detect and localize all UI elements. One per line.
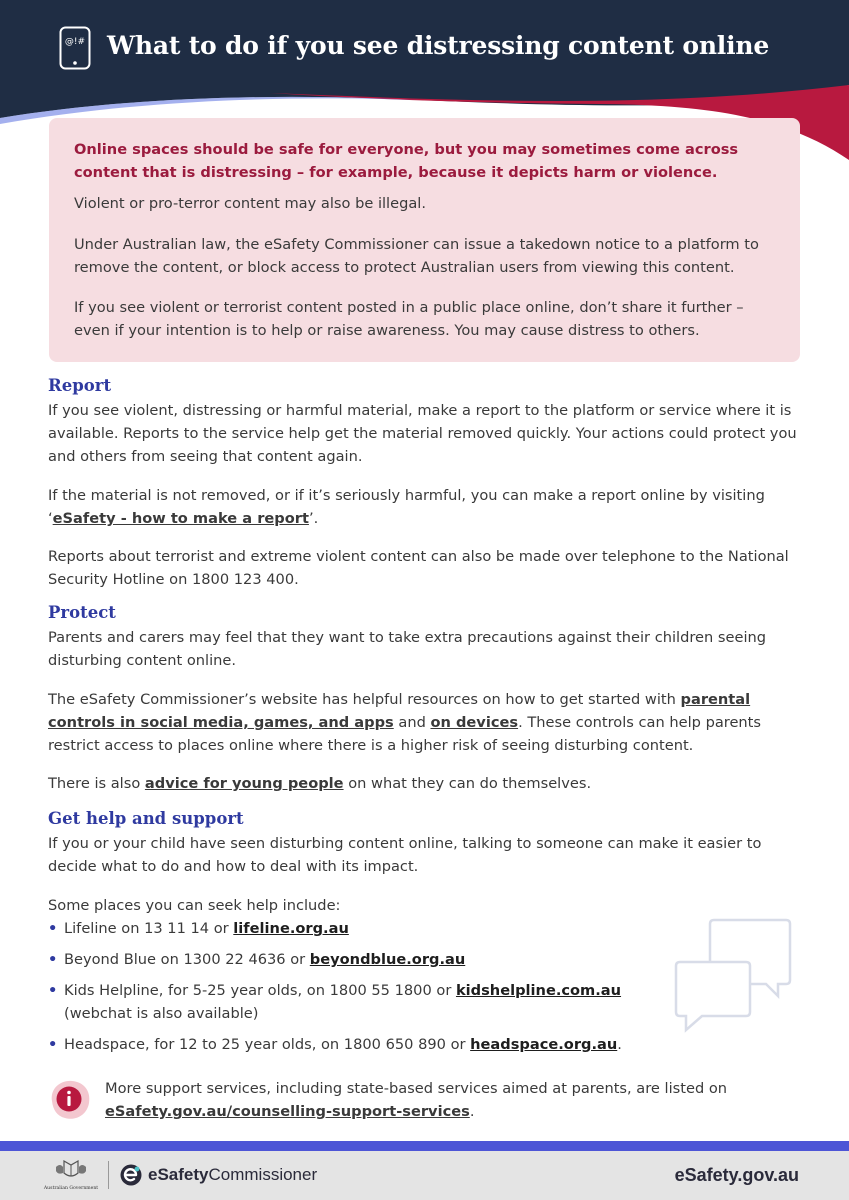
protect-text: There is also [48, 775, 145, 792]
protect-text: on what they can do themselves. [343, 775, 592, 792]
report-text: ’. [308, 510, 319, 527]
page-title: What to do if you see distressing content online [107, 31, 770, 60]
kidshelpline-link[interactable]: kidshelpline.com.au [455, 982, 622, 999]
counselling-services-link[interactable]: eSafety.gov.au/counselling-support-services [105, 1103, 470, 1120]
protect-paragraph [48, 772, 808, 795]
lifeline-link[interactable]: lifeline.org.au [233, 920, 349, 937]
report-heading: Report [48, 376, 112, 395]
parental-controls-link[interactable]: parental controls in social media, games, and apps [48, 691, 751, 731]
list-item-text: Kids Helpline, for 5-25 year olds, on 1800 55 1800 or [64, 982, 456, 999]
phone-chat-icon [59, 26, 91, 70]
callout-paragraph: If you see violent or terrorist content posted in a public place online, don’t share it further – even if your intention is to help or raise awareness. You may cause distress to others. [74, 299, 744, 339]
info-icon [48, 1077, 92, 1121]
brand-bold: eSafety [148, 1165, 209, 1184]
support-paragraph: If you or your child have seen disturbing content online, talking to someone can make it easier to decide what to do and how to deal with its impact. [48, 835, 762, 875]
phone-icon-text: @!# [64, 37, 86, 47]
headspace-link[interactable]: headspace.org.au [470, 1036, 618, 1053]
list-item-text: Beyond Blue on 1300 22 4636 or [64, 951, 310, 968]
info-text-body: More support services, including state-based services aimed at parents, are listed on [105, 1080, 728, 1097]
protect-paragraph: Parents and carers may feel that they want to take extra precautions against their children seeing disturbing content online. [48, 629, 767, 669]
government-crest-logo [43, 1159, 99, 1193]
on-devices-link[interactable]: on devices [430, 714, 519, 731]
esafety-logo-icon [120, 1164, 142, 1186]
list-item [48, 948, 668, 971]
list-item [48, 979, 668, 1025]
how-to-report-link[interactable]: eSafety - how to make a report [52, 510, 309, 527]
list-item-text: Lifeline on 13 11 14 or [64, 920, 234, 937]
support-intro: Some places you can seek help include: [48, 897, 341, 914]
callout-lead: Online spaces should be safe for everyone, but you may sometimes come across content that is distressing – for example, because it depicts harm or violence. [74, 141, 739, 181]
info-text-body: . [469, 1103, 475, 1120]
young-people-advice-link[interactable]: advice for young people [144, 775, 344, 792]
footer-accent-bar [0, 1141, 849, 1151]
list-item-text: Headspace, for 12 to 25 year olds, on 1800 650 890 or [64, 1036, 471, 1053]
brand-rest: Commissioner [208, 1165, 318, 1184]
protect-text: . These controls can help parents restrict access to places online where there is a higher risk of seeing disturbing content. [48, 714, 762, 754]
support-heading: Get help and support [48, 809, 244, 828]
chat-bubbles-icon [674, 916, 794, 1034]
protect-text: and [393, 714, 431, 731]
page-footer [0, 1151, 849, 1200]
protect-paragraph [48, 688, 808, 757]
report-text: If the material is not removed, or if it’s seriously harmful, you can make a report online by visiting ‘ [48, 487, 765, 527]
list-item [48, 917, 668, 940]
protect-text: The eSafety Commissioner’s website has helpful resources on how to get started with [48, 691, 681, 708]
callout-paragraph: Under Australian law, the eSafety Commissioner can issue a takedown notice to a platform to remove the content, or block access to protect Australian users from viewing this content. [74, 236, 759, 276]
report-paragraph [48, 484, 808, 530]
list-item-text: . [617, 1036, 622, 1053]
government-label: Australian Government [43, 1186, 99, 1191]
list-item [48, 1033, 668, 1056]
report-paragraph: Reports about terrorist and extreme violent content can also be made over telephone to the National Security Hotline on 1800 123 400. [48, 548, 789, 588]
info-text [105, 1077, 795, 1123]
site-url[interactable]: eSafety.gov.au [674, 1165, 799, 1185]
esafety-brand [148, 1165, 317, 1185]
protect-heading: Protect [48, 603, 116, 622]
report-paragraph: If you see violent, distressing or harmful material, make a report to the platform or service where it is available. Reports to the service help get the material removed quickly. Your actions could protect you and others from seeing that content again. [48, 402, 797, 465]
intro-callout [49, 118, 800, 362]
callout-paragraph: Violent or pro-terror content may also be illegal. [74, 195, 426, 212]
help-list [48, 917, 668, 1064]
list-item-text: (webchat is also available) [64, 1005, 259, 1022]
beyondblue-link[interactable]: beyondblue.org.au [309, 951, 466, 968]
footer-divider [108, 1161, 109, 1189]
